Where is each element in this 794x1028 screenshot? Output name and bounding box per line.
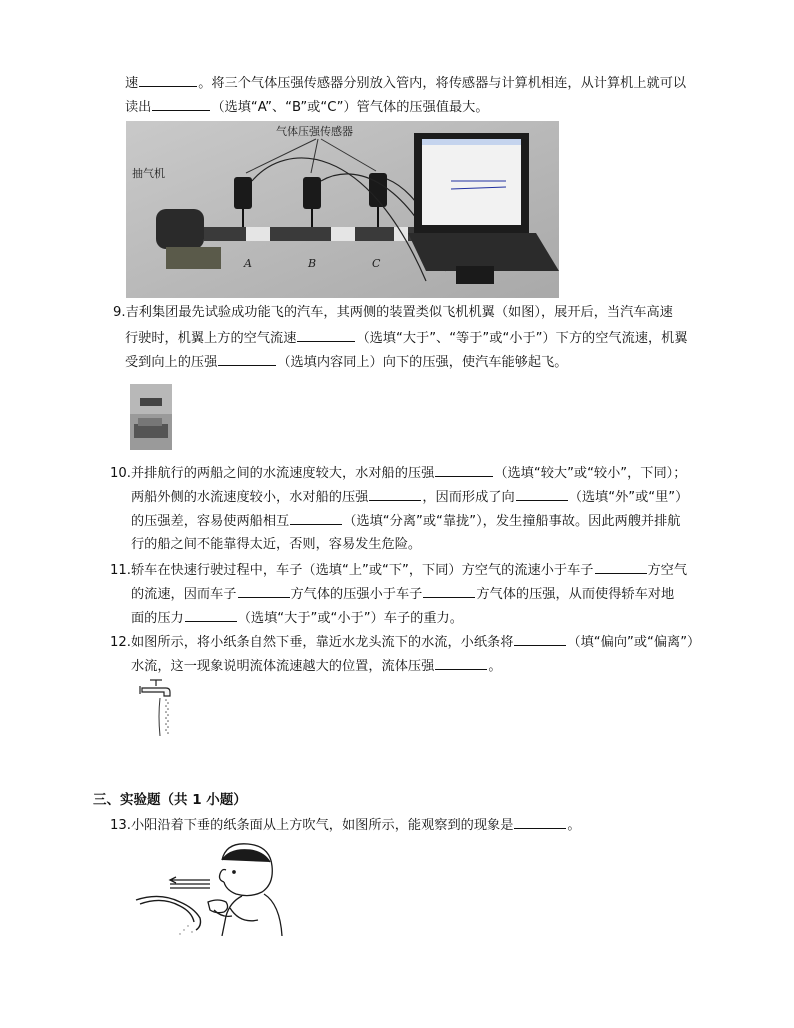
section-title: 三、实验题（共 1 小题） [93, 792, 247, 808]
pump-label: 抽气机 [132, 167, 165, 180]
label-b: B [308, 257, 317, 270]
answer-blank[interactable] [516, 488, 568, 501]
q9-line-2: 行驶时，机翼上方的空气流速 （选填“大于”、“等于”或“小于”）下方的空气流速，机翼 [125, 331, 688, 346]
label-a: A [244, 257, 252, 270]
boy-blowing-paper-figure [130, 838, 284, 936]
q9-line-3: 受到向上的压强 （选填内容同上）向下的压强，使汽车能够起飞。 [125, 355, 568, 370]
figure-title: 气体压强传感器 [276, 125, 353, 138]
answer-blank[interactable] [435, 657, 487, 670]
answer-blank[interactable] [238, 585, 290, 598]
answer-blank[interactable] [185, 609, 237, 622]
q11-line-1: 11.轿车在快速行驶过程中，车子（选填“上”或“下”，下同）方空气的流速小于车子 方空气 [110, 563, 688, 578]
q9-line-1: 9.吉利集团最先试验成功能飞的汽车，其两侧的装置类似飞机机翼（如图），展开后，当汽车高速 [113, 305, 673, 320]
q8-line-1: 速 。将三个气体压强传感器分别放入管内，将传感器与计算机相连，从计算机上就可以 [125, 76, 687, 91]
answer-blank[interactable] [595, 561, 647, 574]
q13-line-1: 13.小阳沿着下垂的纸条面从上方吹气，如图所示，能观察到的现象是 。 [110, 818, 581, 833]
answer-blank[interactable] [290, 512, 342, 525]
answer-blank[interactable] [297, 329, 355, 342]
q10-line-4: 行的船之间不能靠得太近，否则，容易发生危险。 [131, 537, 422, 552]
answer-blank[interactable] [435, 464, 493, 477]
answer-blank[interactable] [514, 816, 566, 829]
pressure-sensor-apparatus-photo [126, 121, 559, 298]
faucet-water-stream-figure [138, 676, 178, 740]
answer-blank[interactable] [369, 488, 421, 501]
answer-blank[interactable] [514, 633, 566, 646]
q10-line-1: 10.并排航行的两船之间的水流速度较大，水对船的压强 （选填“较大”或“较小”，下同）； [110, 466, 687, 481]
q12-line-2: 水流，这一现象说明流体流速越大的位置，流体压强 。 [131, 659, 502, 674]
q10-line-3: 的压强差，容易使两船相互 （选填“分离”或“靠拢”），发生撞船事故。因此两艘并排航 [131, 514, 681, 529]
q11-line-3: 面的压力 （选填“大于”或“小于”）车子的重力。 [131, 611, 463, 626]
answer-blank[interactable] [218, 353, 276, 366]
q12-line-1: 12.如图所示，将小纸条自然下垂，靠近水龙头流下的水流，小纸条将 （填“偏向”或“偏离”） [110, 635, 701, 650]
answer-blank[interactable] [139, 74, 197, 87]
label-c: C [372, 257, 381, 270]
q10-line-2: 两船外侧的水流速度较小，水对船的压强 ，因而形成了向 （选填“外”或“里”） [131, 490, 689, 505]
answer-blank[interactable] [423, 585, 475, 598]
q8-line-2: 读出 （选填“A”、“B”或“C”）管气体的压强值最大。 [125, 100, 489, 115]
answer-blank[interactable] [152, 98, 210, 111]
q11-line-2: 的流速，因而车子 方气体的压强小于车子 方气体的压强，从而使得轿车对地 [131, 587, 675, 602]
flying-car-photo [130, 384, 172, 450]
